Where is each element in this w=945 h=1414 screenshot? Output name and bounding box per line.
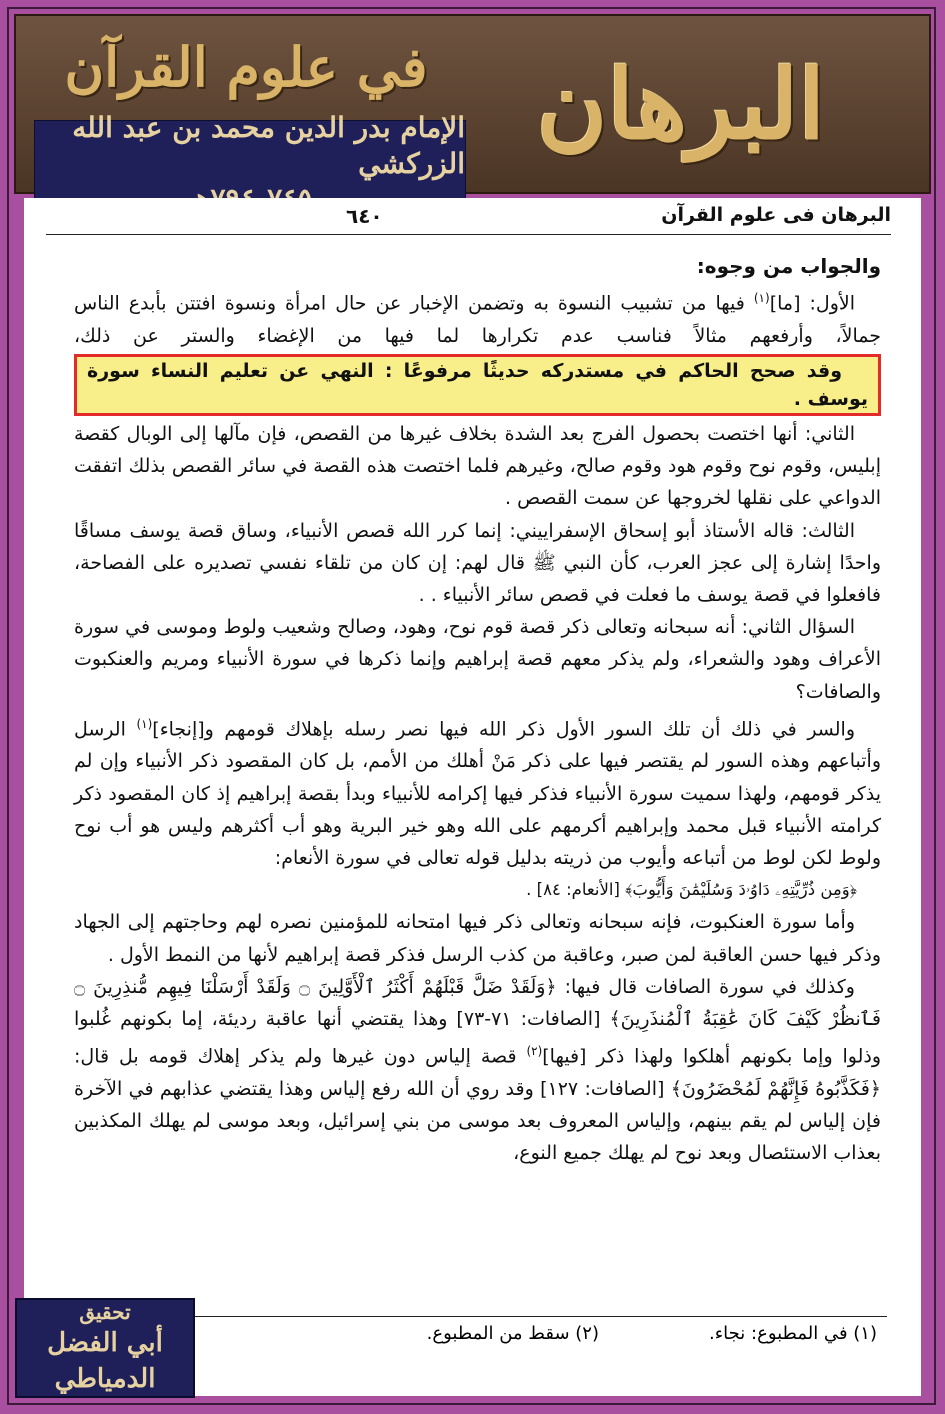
paragraph-first-answer [74,282,881,418]
footnote-marker: (١) [136,716,153,731]
quran-verse: ﴿وَمِن ذُرِّيَّتِهِۦ دَاوُۥدَ وَسُلَيْمَٰنَ وَأَيُّوبَ﴾ [الأنعام: ٨٤] . [526,880,857,900]
running-title: البرهان فى علوم القرآن [661,204,891,226]
footnote-marker: (٢) [526,1044,543,1059]
book-subtitle: في علوم القرآن [64,35,428,99]
author-plate [34,111,466,206]
author-name: الإمام بدر الدين محمد بن عبد الله الزركشي [72,111,465,180]
paragraph-saffat [74,971,881,1170]
highlighted-hadith: وقد صحح الحاكم في مستدركه حديثًا مرفوعًا : النهي عن تعليم النساء سورة يوسف . [74,354,881,416]
footnote-2: (٢) سقط من المطبوع. [426,1323,599,1344]
editor-stamp [15,1298,195,1398]
paragraph-text: فيها من تشبيب النسوة به وتضمن الإخبار عن حال امرأة ونسوة افتتن بأبدع الناس جمالاً، وأرفعهم مثالاً فناسب عدم تكرارها لما فيها من الإغضاء والستر عن ذلك، [74,292,881,347]
page-number: ٦٤٠ [346,204,383,228]
book-cover-banner [14,14,931,194]
paragraph-second-answer: الثاني: أنها اختصت بحصول الفرج بعد الشدة بخلاف غيرها من القصص، فإن مآلها إلى الوبال كقصة إبليس، وقوم نوح وقوم هود وقوم صالح، وغيرهم فلما اختصت هذه القصة في سائر القصص بذلك اتفقت الدواعي على نقلها لخروجها عن سمت القصص . [74,422,881,510]
footnote-marker: (١) [753,291,770,306]
paragraph-ankabut: وأما سورة العنكبوت، فإنه سبحانه وتعالى ذكر فيها امتحانه للمؤمنين نصره لهم وحاجتهم إلى الجهاد وذكر فيها حسن العاقبة لمن صبر، وعاقبة من كذب الرسل فذكر قصة إبراهيم لأنها من النمط الأول . [74,911,881,966]
paragraph-the-secret [74,708,881,874]
paragraph-text: الرسل وأتباعهم وهذه السور لم يقتصر فيها على ذكر مَنْ أهلك من الأمم، بل كان المقصود ذكر الأنبياء وإن لم يذكر قومهم، ولهذا سميت سورة الأنبياء فذكر فيها إكرامه للأنبياء وبدأ بقصة إبراهيم إذ كان المقصود ذكر كرامته الأنبياء قبل محمد وإبراهيم أكرمهم على الله وهو خير البرية وهو أب أكثرهم وليس هو أب نوح ولوط لكن لوط من أتباعه وأيوب من ذريته بدليل قوله تعالى في سورة الأنعام: [74,718,881,869]
paragraph-text: والسر في ذلك أن تلك السور الأول ذكر الله فيها نصر رسله بإهلاك قومهم و[إنجاء] [152,718,856,741]
footnote-1: (١) في المطبوع: نجاء. [709,1323,877,1344]
paragraph-text: وكذلك في سورة الصافات قال فيها: ﴿وَلَقَدْ ضَلَّ قَبْلَهُمْ أَكْثَرُ ٱلْأَوَّلِينَ ۝ وَلَقَدْ أَرْسَلْنَا فِيهِم مُّنذِرِينَ ۝ فَٱنظُرْ كَيْفَ كَانَ عَٰقِبَةُ ٱلْمُنذَرِينَ﴾ [الصافات: ٧١-٧٣] وهذا يقتضي أنها عاقبة رديئة، إما بكونهم غُلبوا وذلوا وإما بكونهم أهلكوا ولهذا ذكر [فيها] [74,975,882,1068]
book-title: البرهان [536,47,826,161]
running-head [46,200,891,235]
editor-name: أبي الفضل الدمياطي [47,1328,163,1394]
paragraph-text: الأول: [ما] [769,292,855,315]
paragraph-text: قصة إلياس دون غيرها ولم يذكر إهلاك قومه بل قال: ﴿فَكَذَّبُوهُ فَإِنَّهُمْ لَمُحْضَرُونَ﴾ [الصافات: ١٢٧] وقد روي أن الله رفع إلياس وهذا يقتضي عذابهم في الآخرة فإن إلياس لم يقم بينهم، وإلياس المعروف بعد موسى من بني إسرائيل، وبعد موسى لم يهلك المكذبين بعذاب الاستئصال وبعد نوح لم يهلك جميع النوع، [74,1045,881,1165]
page-text [74,250,881,1169]
section-heading: والجواب من وجوه: [696,254,881,278]
paragraph-second-question: السؤال الثاني: أنه سبحانه وتعالى ذكر قصة قوم نوح، وهود، وصالح وشعيب ولوط وموسى في سورة الأعراف وهود والشعراء، ولم يذكر معهم قصة إبراهيم وإنما ذكرها في سورة الأنبياء ومريم والعنكبوت والصافات؟ [74,616,881,703]
paragraph-third-answer: الثالث: قاله الأستاذ أبو إسحاق الإسفراييني: إنما كرر الله قصص الأنبياء، وساق قصة يوسف مساقًا واحدًا إشارة إلى عجز العرب، كأن النبي ﷺ قال لهم: إن كان من تلقاء نفسي تصديره على الفصاحة، فافعلوا في قصة يوسف ما فعلت في قصص سائر الأنبياء . . [74,519,881,606]
stamp-label: تحقيق [79,1300,131,1324]
book-page [24,198,921,1396]
